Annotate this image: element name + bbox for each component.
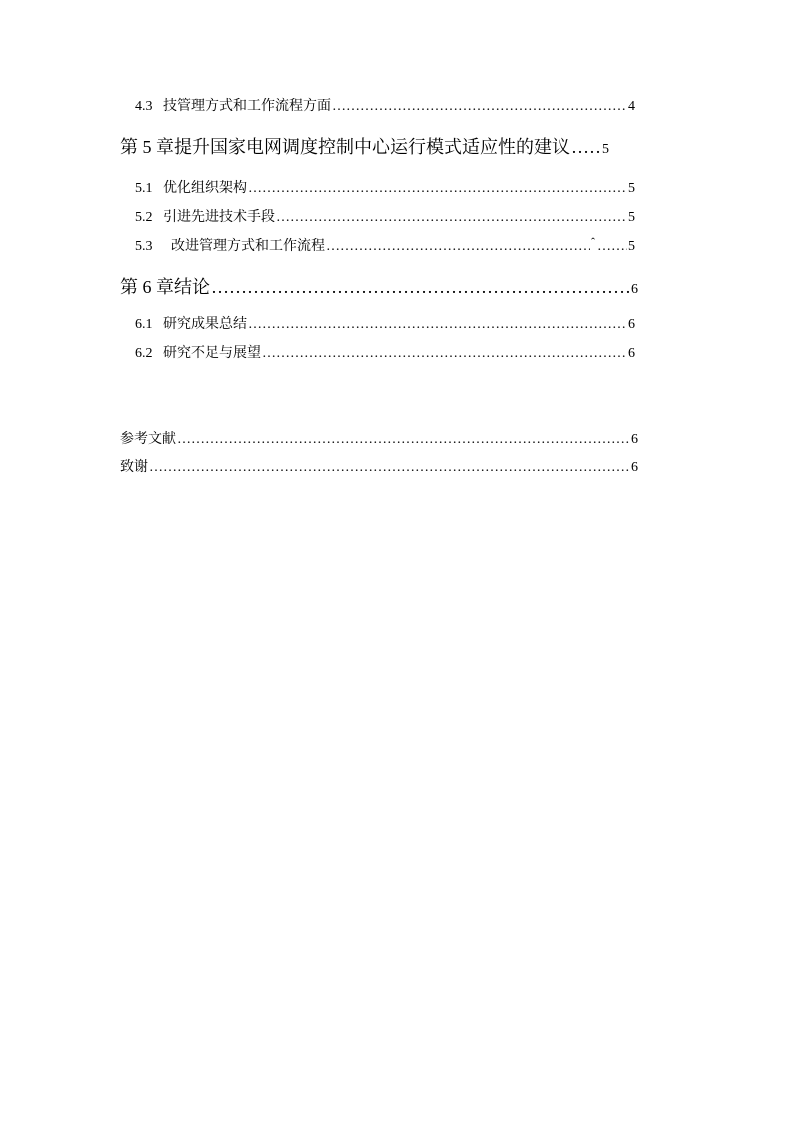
toc-entry-references[interactable] (120, 428, 638, 448)
toc-entry-5-2[interactable] (135, 206, 635, 226)
page-number: 5 (628, 239, 635, 254)
dot-leader (332, 99, 627, 115)
section-title: 研究不足与展望 (163, 346, 261, 361)
dot-leader (262, 346, 627, 362)
page-number: 6 (631, 460, 638, 475)
toc-entry-6-1[interactable] (135, 313, 635, 333)
section-title: 优化组织架构 (163, 181, 247, 196)
toc-entry-5-1[interactable] (135, 177, 635, 197)
section-title: 引进先进技术手段 (163, 210, 275, 225)
page-number: 4 (628, 99, 635, 114)
section-title: 研究成果总结 (163, 317, 247, 332)
toc-entry-chapter-5[interactable] (120, 133, 638, 159)
toc-entry-chapter-6[interactable] (120, 273, 638, 299)
acknowledgements-title: 致谢 (120, 460, 148, 475)
toc-entry-6-2[interactable] (135, 342, 635, 362)
section-number: 5.1 (135, 181, 153, 196)
page-number: 5 (628, 210, 635, 225)
section-number: 6.2 (135, 346, 153, 361)
section-number: 5.2 (135, 210, 153, 225)
chapter-title: 第 6 章结论 (120, 277, 210, 297)
toc-entry-5-3[interactable] (135, 235, 635, 255)
section-number: 6.1 (135, 317, 153, 332)
dot-leader (597, 239, 627, 255)
caret-mark: ˆ (591, 235, 595, 249)
dot-leader (326, 239, 590, 255)
dot-leader (248, 181, 627, 197)
chapter-title: 第 5 章提升国家电网调度控制中心运行模式适应性的建议 (120, 137, 570, 157)
page-number: 6 (628, 346, 635, 361)
dot-leader (248, 317, 627, 333)
dot-leader (211, 277, 630, 298)
page-number: 5 (628, 181, 635, 196)
section-title: 改进管理方式和工作流程 (171, 239, 325, 254)
section-number: 4.3 (135, 99, 153, 114)
page-number: 6 (628, 317, 635, 332)
dot-leader (177, 432, 630, 448)
references-title: 参考文献 (120, 432, 176, 447)
toc-entry-acknowledgements[interactable] (120, 456, 638, 476)
dot-leader (276, 210, 627, 226)
section-title: 技管理方式和工作流程方面 (163, 99, 331, 114)
dot-leader (149, 460, 630, 476)
page-number: 6 (631, 282, 638, 297)
section-number: 5.3 (135, 239, 153, 254)
page-number: 5 (602, 142, 609, 157)
toc-entry-4-3[interactable] (135, 95, 635, 115)
page-number: 6 (631, 432, 638, 447)
dot-leader (571, 137, 601, 158)
